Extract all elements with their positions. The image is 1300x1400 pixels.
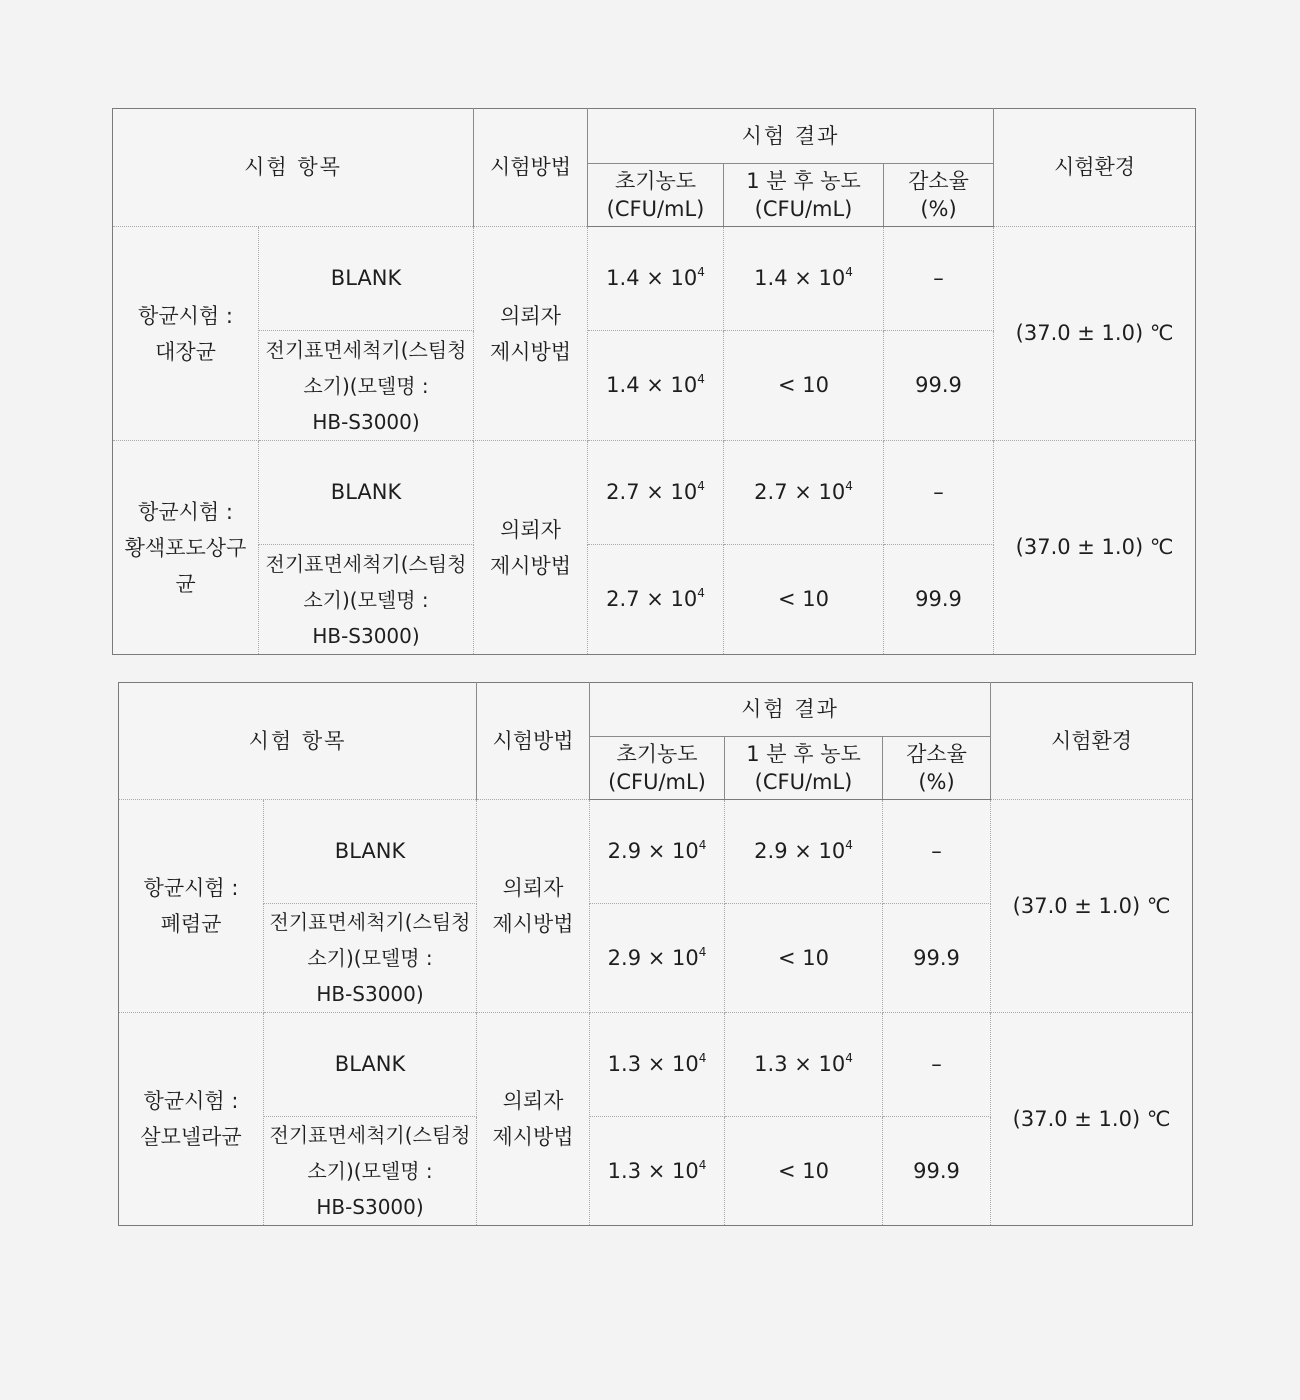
results-table-1 — [112, 108, 1196, 655]
results-table-2 — [118, 682, 1193, 1226]
sample-device: 전기표면세척기(스팀청 소기)(모델명 : HB-S3000) — [259, 331, 474, 441]
initial-concentration-value: $2.9 \times 10^4$ — [590, 800, 725, 904]
header-after-concentration: 1 분 후 농도 (CFU/mL) — [725, 737, 883, 800]
initial-concentration-value: $1.4 \times 10^4$ — [588, 331, 724, 441]
header-test-result: 시험 결과 — [588, 109, 994, 164]
after-concentration-value: < 10 — [725, 1117, 883, 1226]
test-item-cell: 항균시험 : 폐렴균 — [119, 800, 264, 1013]
header-initial-concentration: 초기농도 (CFU/mL) — [590, 737, 725, 800]
header-after-concentration: 1 분 후 농도 (CFU/mL) — [724, 164, 884, 227]
reduction-rate-value: 99.9 — [884, 545, 994, 655]
initial-concentration-value: $1.3 \times 10^4$ — [590, 1117, 725, 1226]
after-concentration-value: $2.9 \times 10^4$ — [725, 800, 883, 904]
test-environment-cell: (37.0 ± 1.0) ℃ — [991, 800, 1193, 1013]
reduction-rate-value: – — [883, 1013, 991, 1117]
test-environment-cell: (37.0 ± 1.0) ℃ — [994, 441, 1196, 655]
header-test-environment: 시험환경 — [991, 683, 1193, 800]
after-concentration-value: < 10 — [724, 331, 884, 441]
header-reduction-rate: 감소율 (%) — [884, 164, 994, 227]
reduction-rate-value: 99.9 — [883, 1117, 991, 1226]
header-test-item: 시험 항목 — [119, 683, 477, 800]
test-item-cell: 항균시험 : 황색포도상구 균 — [113, 441, 259, 655]
after-concentration-value: $2.7 \times 10^4$ — [724, 441, 884, 545]
sample-blank: BLANK — [264, 1013, 477, 1117]
initial-concentration-value: $1.3 \times 10^4$ — [590, 1013, 725, 1117]
sample-device: 전기표면세척기(스팀청 소기)(모델명 : HB-S3000) — [264, 904, 477, 1013]
test-method-cell: 의뢰자 제시방법 — [477, 1013, 590, 1226]
after-concentration-value: < 10 — [725, 904, 883, 1013]
test-item-cell: 항균시험 : 살모넬라균 — [119, 1013, 264, 1226]
header-test-item: 시험 항목 — [113, 109, 474, 227]
reduction-rate-value: – — [883, 800, 991, 904]
initial-concentration-value: $2.7 \times 10^4$ — [588, 441, 724, 545]
header-initial-concentration: 초기농도 (CFU/mL) — [588, 164, 724, 227]
reduction-rate-value: – — [884, 227, 994, 331]
reduction-rate-value: 99.9 — [883, 904, 991, 1013]
initial-concentration-value: $2.9 \times 10^4$ — [590, 904, 725, 1013]
after-concentration-value: $1.3 \times 10^4$ — [725, 1013, 883, 1117]
test-method-cell: 의뢰자 제시방법 — [477, 800, 590, 1013]
sample-device: 전기표면세척기(스팀청 소기)(모델명 : HB-S3000) — [259, 545, 474, 655]
test-environment-cell: (37.0 ± 1.0) ℃ — [991, 1013, 1193, 1226]
header-reduction-rate: 감소율 (%) — [883, 737, 991, 800]
after-concentration-value: < 10 — [724, 545, 884, 655]
test-environment-cell: (37.0 ± 1.0) ℃ — [994, 227, 1196, 441]
test-item-cell: 항균시험 : 대장균 — [113, 227, 259, 441]
header-test-result: 시험 결과 — [590, 683, 991, 737]
initial-concentration-value: $1.4 \times 10^4$ — [588, 227, 724, 331]
sample-blank: BLANK — [259, 441, 474, 545]
sample-blank: BLANK — [264, 800, 477, 904]
test-method-cell: 의뢰자 제시방법 — [474, 441, 588, 655]
initial-concentration-value: $2.7 \times 10^4$ — [588, 545, 724, 655]
after-concentration-value: $1.4 \times 10^4$ — [724, 227, 884, 331]
header-test-method: 시험방법 — [474, 109, 588, 227]
sample-blank: BLANK — [259, 227, 474, 331]
reduction-rate-value: 99.9 — [884, 331, 994, 441]
test-method-cell: 의뢰자 제시방법 — [474, 227, 588, 441]
sample-device: 전기표면세척기(스팀청 소기)(모델명 : HB-S3000) — [264, 1117, 477, 1226]
header-test-environment: 시험환경 — [994, 109, 1196, 227]
reduction-rate-value: – — [884, 441, 994, 545]
header-test-method: 시험방법 — [477, 683, 590, 800]
